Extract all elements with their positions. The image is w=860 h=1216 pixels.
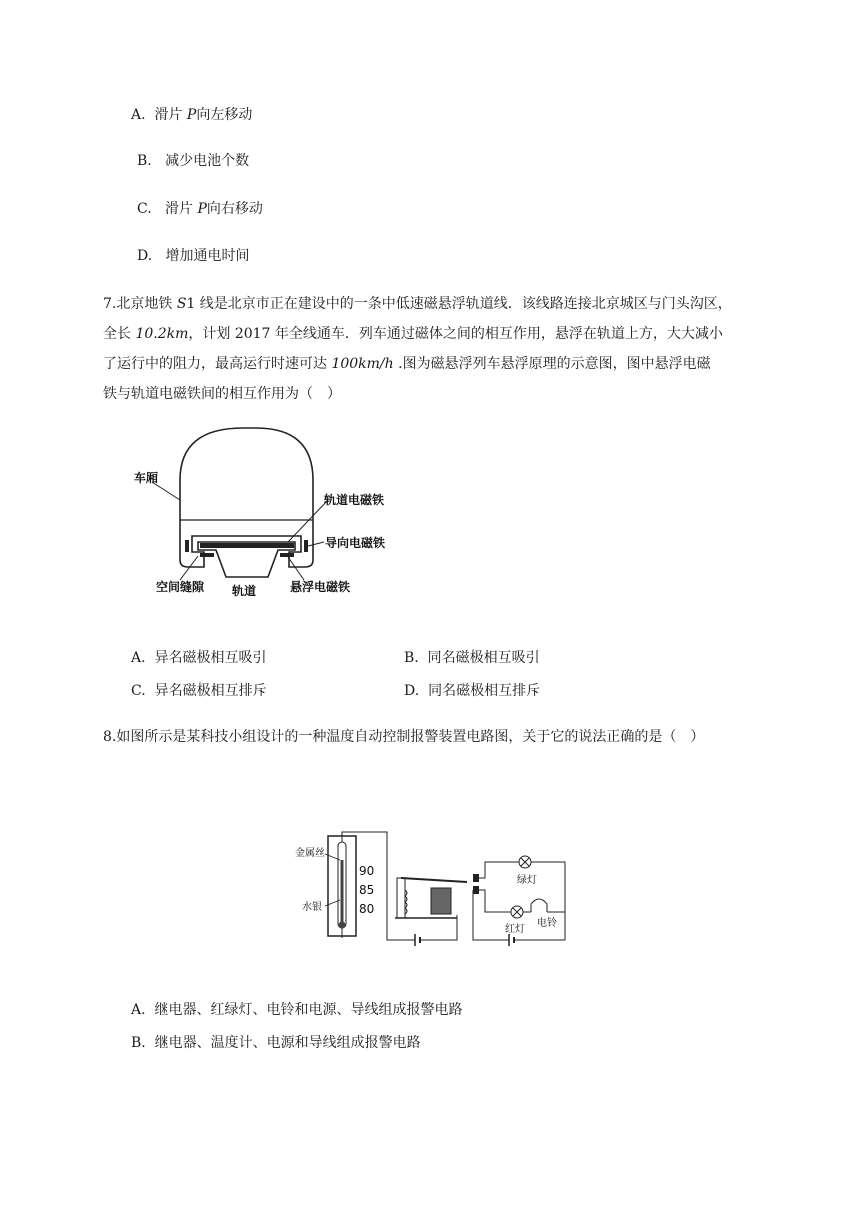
label-bell: 电铃 xyxy=(537,918,557,929)
stem-text: 全长 xyxy=(103,326,136,342)
option-text: 向右移动 xyxy=(206,201,263,217)
option-var: P xyxy=(186,107,197,123)
levitation-magnet-right xyxy=(280,553,294,557)
stem-text: 1 线是北京市正在建设中的一条中低速磁悬浮轨道线．该线路连接北京城区与门头沟区， xyxy=(186,296,732,312)
label-carriage: 车厢 xyxy=(134,471,159,485)
relay-coil xyxy=(431,888,451,914)
option-text: 增加通电时间 xyxy=(165,248,250,264)
q7-stem-line-3 xyxy=(103,353,711,373)
q7-stem-line-4 xyxy=(103,383,341,403)
q7-option-a xyxy=(131,647,266,667)
label-metal-wire: 金属丝 xyxy=(295,848,325,859)
option-letter: D. xyxy=(137,248,153,264)
option-text: 同名磁极相互吸引 xyxy=(427,650,540,666)
q7-option-d xyxy=(404,680,540,700)
q8-stem xyxy=(103,726,704,746)
bell-icon xyxy=(531,899,547,912)
alarm-circuit-figure xyxy=(295,830,570,955)
stem-value: 10.2km xyxy=(135,326,189,342)
option-var: P xyxy=(197,201,207,217)
maglev-figure xyxy=(128,420,408,605)
label-red-lamp: 红灯 xyxy=(505,924,525,935)
option-text: 向左移动 xyxy=(196,107,253,123)
stem-text: 了运行中的阻力，最高运行时速可达 xyxy=(103,356,332,372)
option-letter: C. xyxy=(131,683,146,699)
q7-option-b xyxy=(404,647,540,667)
q8-option-a xyxy=(131,999,462,1019)
q6-option-c xyxy=(137,198,263,218)
leader-guide-magnet xyxy=(308,542,324,546)
scale-90: 90 xyxy=(359,864,375,878)
guide-magnet-right xyxy=(304,540,308,552)
option-text: 滑片 xyxy=(154,107,187,123)
track-electromagnet xyxy=(200,543,294,548)
q7-stem-line-2 xyxy=(103,323,723,343)
option-letter: A. xyxy=(131,650,146,666)
guide-magnet-left xyxy=(185,540,189,552)
option-text: 继电器、温度计、电源和导线组成报警电路 xyxy=(154,1035,421,1051)
option-letter: B. xyxy=(404,650,419,666)
relay-armature xyxy=(401,878,467,882)
label-gap: 空间缝隙 xyxy=(156,580,205,594)
option-letter: A. xyxy=(131,1002,146,1018)
option-letter: B. xyxy=(137,153,152,169)
q6-option-a xyxy=(131,104,252,124)
option-text: 减少电池个数 xyxy=(165,153,250,169)
q8-option-b xyxy=(131,1032,421,1052)
option-letter: B. xyxy=(131,1035,146,1051)
leader-track-magnet xyxy=(288,500,328,542)
option-text: 滑片 xyxy=(165,201,198,217)
label-guide-magnet: 导向电磁铁 xyxy=(325,536,386,550)
leader-gap xyxy=(180,556,198,580)
relay-post xyxy=(397,878,405,918)
scale-80: 80 xyxy=(359,902,375,916)
thermometer-bulb xyxy=(339,922,346,929)
q7-stem-line-1 xyxy=(103,293,732,313)
levitation-magnet-left xyxy=(200,553,214,557)
stem-value: 100km/h xyxy=(331,356,394,372)
upper-contact xyxy=(473,874,479,882)
stem-text: 铁与轨道电磁铁间的相互作用为（ ） xyxy=(103,386,341,402)
label-track: 轨道 xyxy=(232,584,257,598)
wire-green-branch xyxy=(479,862,519,878)
stem-text: ，计划 2017 年全线通车．列车通过磁体之间的相互作用，悬浮在轨道上方，大大减小 xyxy=(188,326,723,342)
option-letter: A. xyxy=(131,107,146,123)
lower-contact xyxy=(473,886,479,894)
leader-levitation xyxy=(288,557,304,580)
label-levitation-magnet: 悬浮电磁铁 xyxy=(290,580,351,594)
label-track-magnet: 轨道电磁铁 xyxy=(324,493,385,507)
q7-option-c xyxy=(131,680,267,700)
stem-text: 7.北京地铁 xyxy=(103,296,177,312)
option-text: 异名磁极相互排斥 xyxy=(154,683,267,699)
stem-text: .图为磁悬浮列车悬浮原理的示意图，图中悬浮电磁 xyxy=(393,356,711,372)
stem-text: 8.如图所示是某科技小组设计的一种温度自动控制报警装置电路图，关于它的说法正确的是（ ） xyxy=(103,729,705,745)
wire-red-branch xyxy=(479,890,511,912)
stem-var: S xyxy=(176,296,187,312)
option-text: 继电器、红绿灯、电铃和电源、导线组成报警电路 xyxy=(154,1002,463,1018)
scale-85: 85 xyxy=(359,883,375,897)
carriage-body xyxy=(180,428,313,560)
option-letter: D. xyxy=(404,683,420,699)
q6-option-d xyxy=(137,245,250,265)
q6-option-b xyxy=(137,150,249,170)
label-green-lamp: 绿灯 xyxy=(517,875,537,886)
option-text: 异名磁极相互吸引 xyxy=(154,650,267,666)
wire-bottom-left xyxy=(473,890,509,940)
option-letter: C. xyxy=(137,201,152,217)
label-mercury: 水银 xyxy=(302,902,322,913)
option-text: 同名磁极相互排斥 xyxy=(428,683,541,699)
